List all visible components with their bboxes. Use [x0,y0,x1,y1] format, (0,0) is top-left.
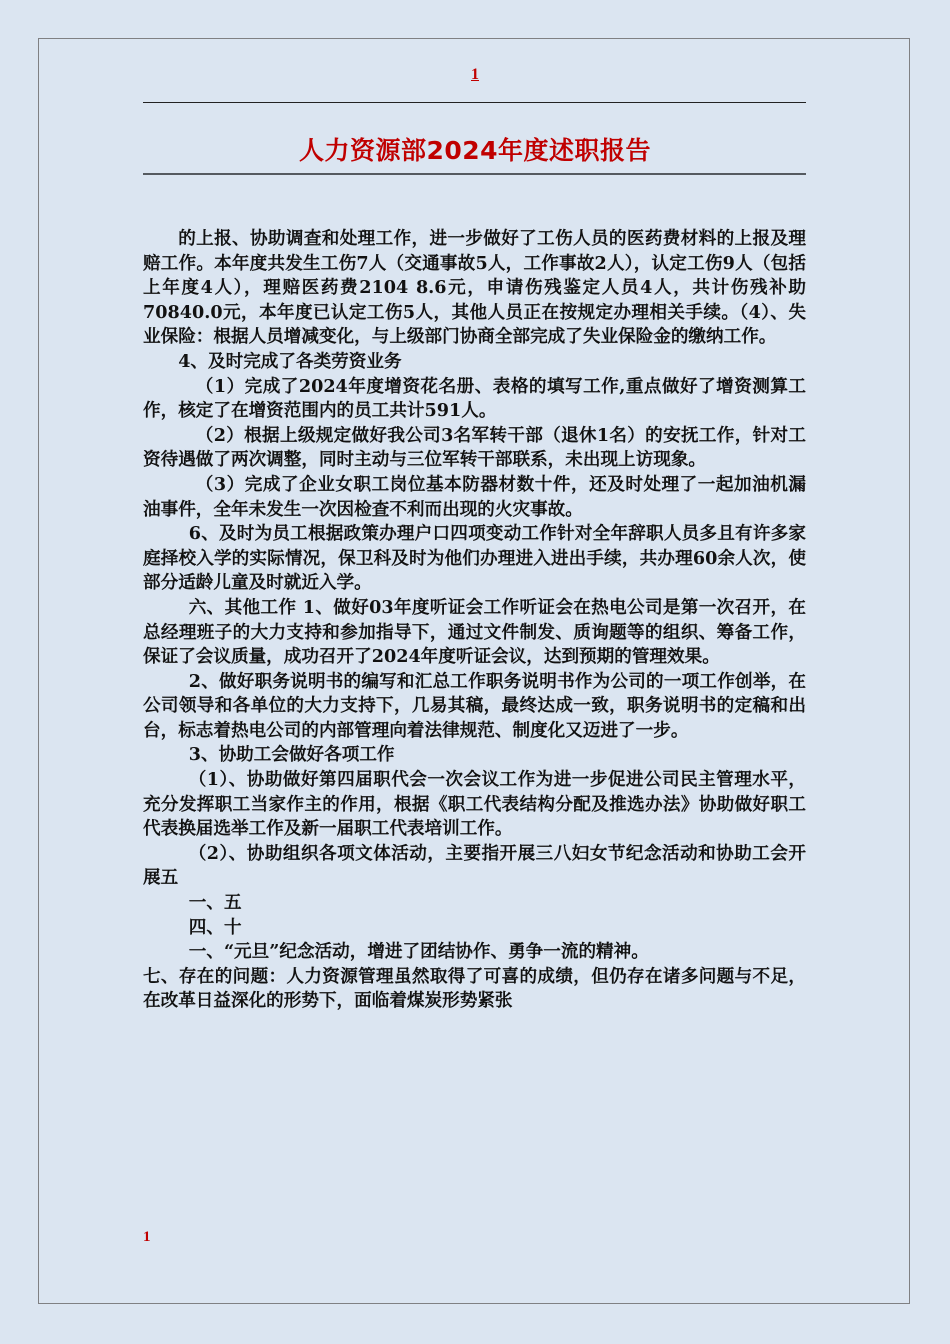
paragraph: 四、十 [188,916,242,938]
document-title: 人力资源部2024年度述职报告 [298,136,652,165]
paragraph: 2、做好职务说明书的编写和汇总工作职务说明书作为公司的一项工作创举，在公司领导和各单位的大力支持下，几易其稿，最终达成一致，职务说明书的定稿和出台，标志着热电公司的内部管理向着法律规范、制度化又迈进了一步。 [143,670,806,741]
paragraph: （2）、协助组织各项文体活动，主要指开展三八妇女节纪念活动和协助工会开展五 [143,842,806,889]
header-divider [143,102,806,103]
paragraph: 一、“元旦”纪念活动，增进了团结协作、勇争一流的精神。 [188,941,649,963]
paragraph: 3、协助工会做好各项工作 [188,744,395,766]
document-body [143,227,806,1014]
title-divider [143,173,806,175]
paragraph: （1）、协助做好第四届职代会一次会议工作为进一步促进公司民主管理水平，充分发挥职工当家作主的作用，根据《职工代表结构分配及推选办法》协助做好职工代表换届选举工作及新一届职工代表培训工作。 [143,769,806,840]
paragraph: 6、及时为员工根据政策办理户口四项变动工作针对全年辞职人员多且有许多家庭择校入学的实际情况，保卫科及时为他们办理进入进出手续，共办理60余人次，使部分适龄儿童及时就近入学。 [143,523,806,594]
paragraph: （3）完成了企业女职工岗位基本防器材数十件，还及时处理了一起加油机漏油事件，全年未发生一次因检查不利而出现的火灾事故。 [143,473,806,520]
paragraph: 4、及时完成了各类劳资业务 [178,350,402,372]
header-page-number: 1 [471,66,479,83]
paragraph: 的上报、协助调查和处理工作，进一步做好了工伤人员的医药费材料的上报及理赔工作。本年度共发生工伤7人（交通事故5人，工作事故2人），认定工伤9人（包括上年度4人），理赔医药费2104 8.6元，申请伤残鉴定人员4人，共计伤残补助70840.0元，本年度已认定工伤5人，其他人员正在按规定办理相关手续。（4）、失业保险：根据人员增减变化，与上级部门协商全部完成了失业保险金的缴纳工作。 [143,228,806,348]
paragraph: 一、五 [188,892,242,914]
footer-page-number: 1 [143,1229,151,1245]
paragraph: （2）根据上级规定做好我公司3名军转干部（退休1名）的安抚工作，针对工资待遇做了两次调整，同时主动与三位军转干部联系，未出现上访现象。 [143,424,806,471]
paragraph: （1）完成了2024年度增资花名册、表格的填写工作,重点做好了增资测算工作，核定了在增资范围内的员工共计591人。 [143,375,806,422]
paragraph: 六、其他工作 1、做好03年度听证会工作听证会在热电公司是第一次召开，在总经理班子的大力支持和参加指导下，通过文件制发、质询题等的组织、筹备工作，保证了会议质量，成功召开了2024年度听证会议，达到预期的管理效果。 [143,596,806,668]
paragraph: 七、存在的问题：人力资源管理虽然取得了可喜的成绩，但仍存在诸多问题与不足，在改革日益深化的形势下，面临着煤炭形势紧张 [143,965,806,1012]
